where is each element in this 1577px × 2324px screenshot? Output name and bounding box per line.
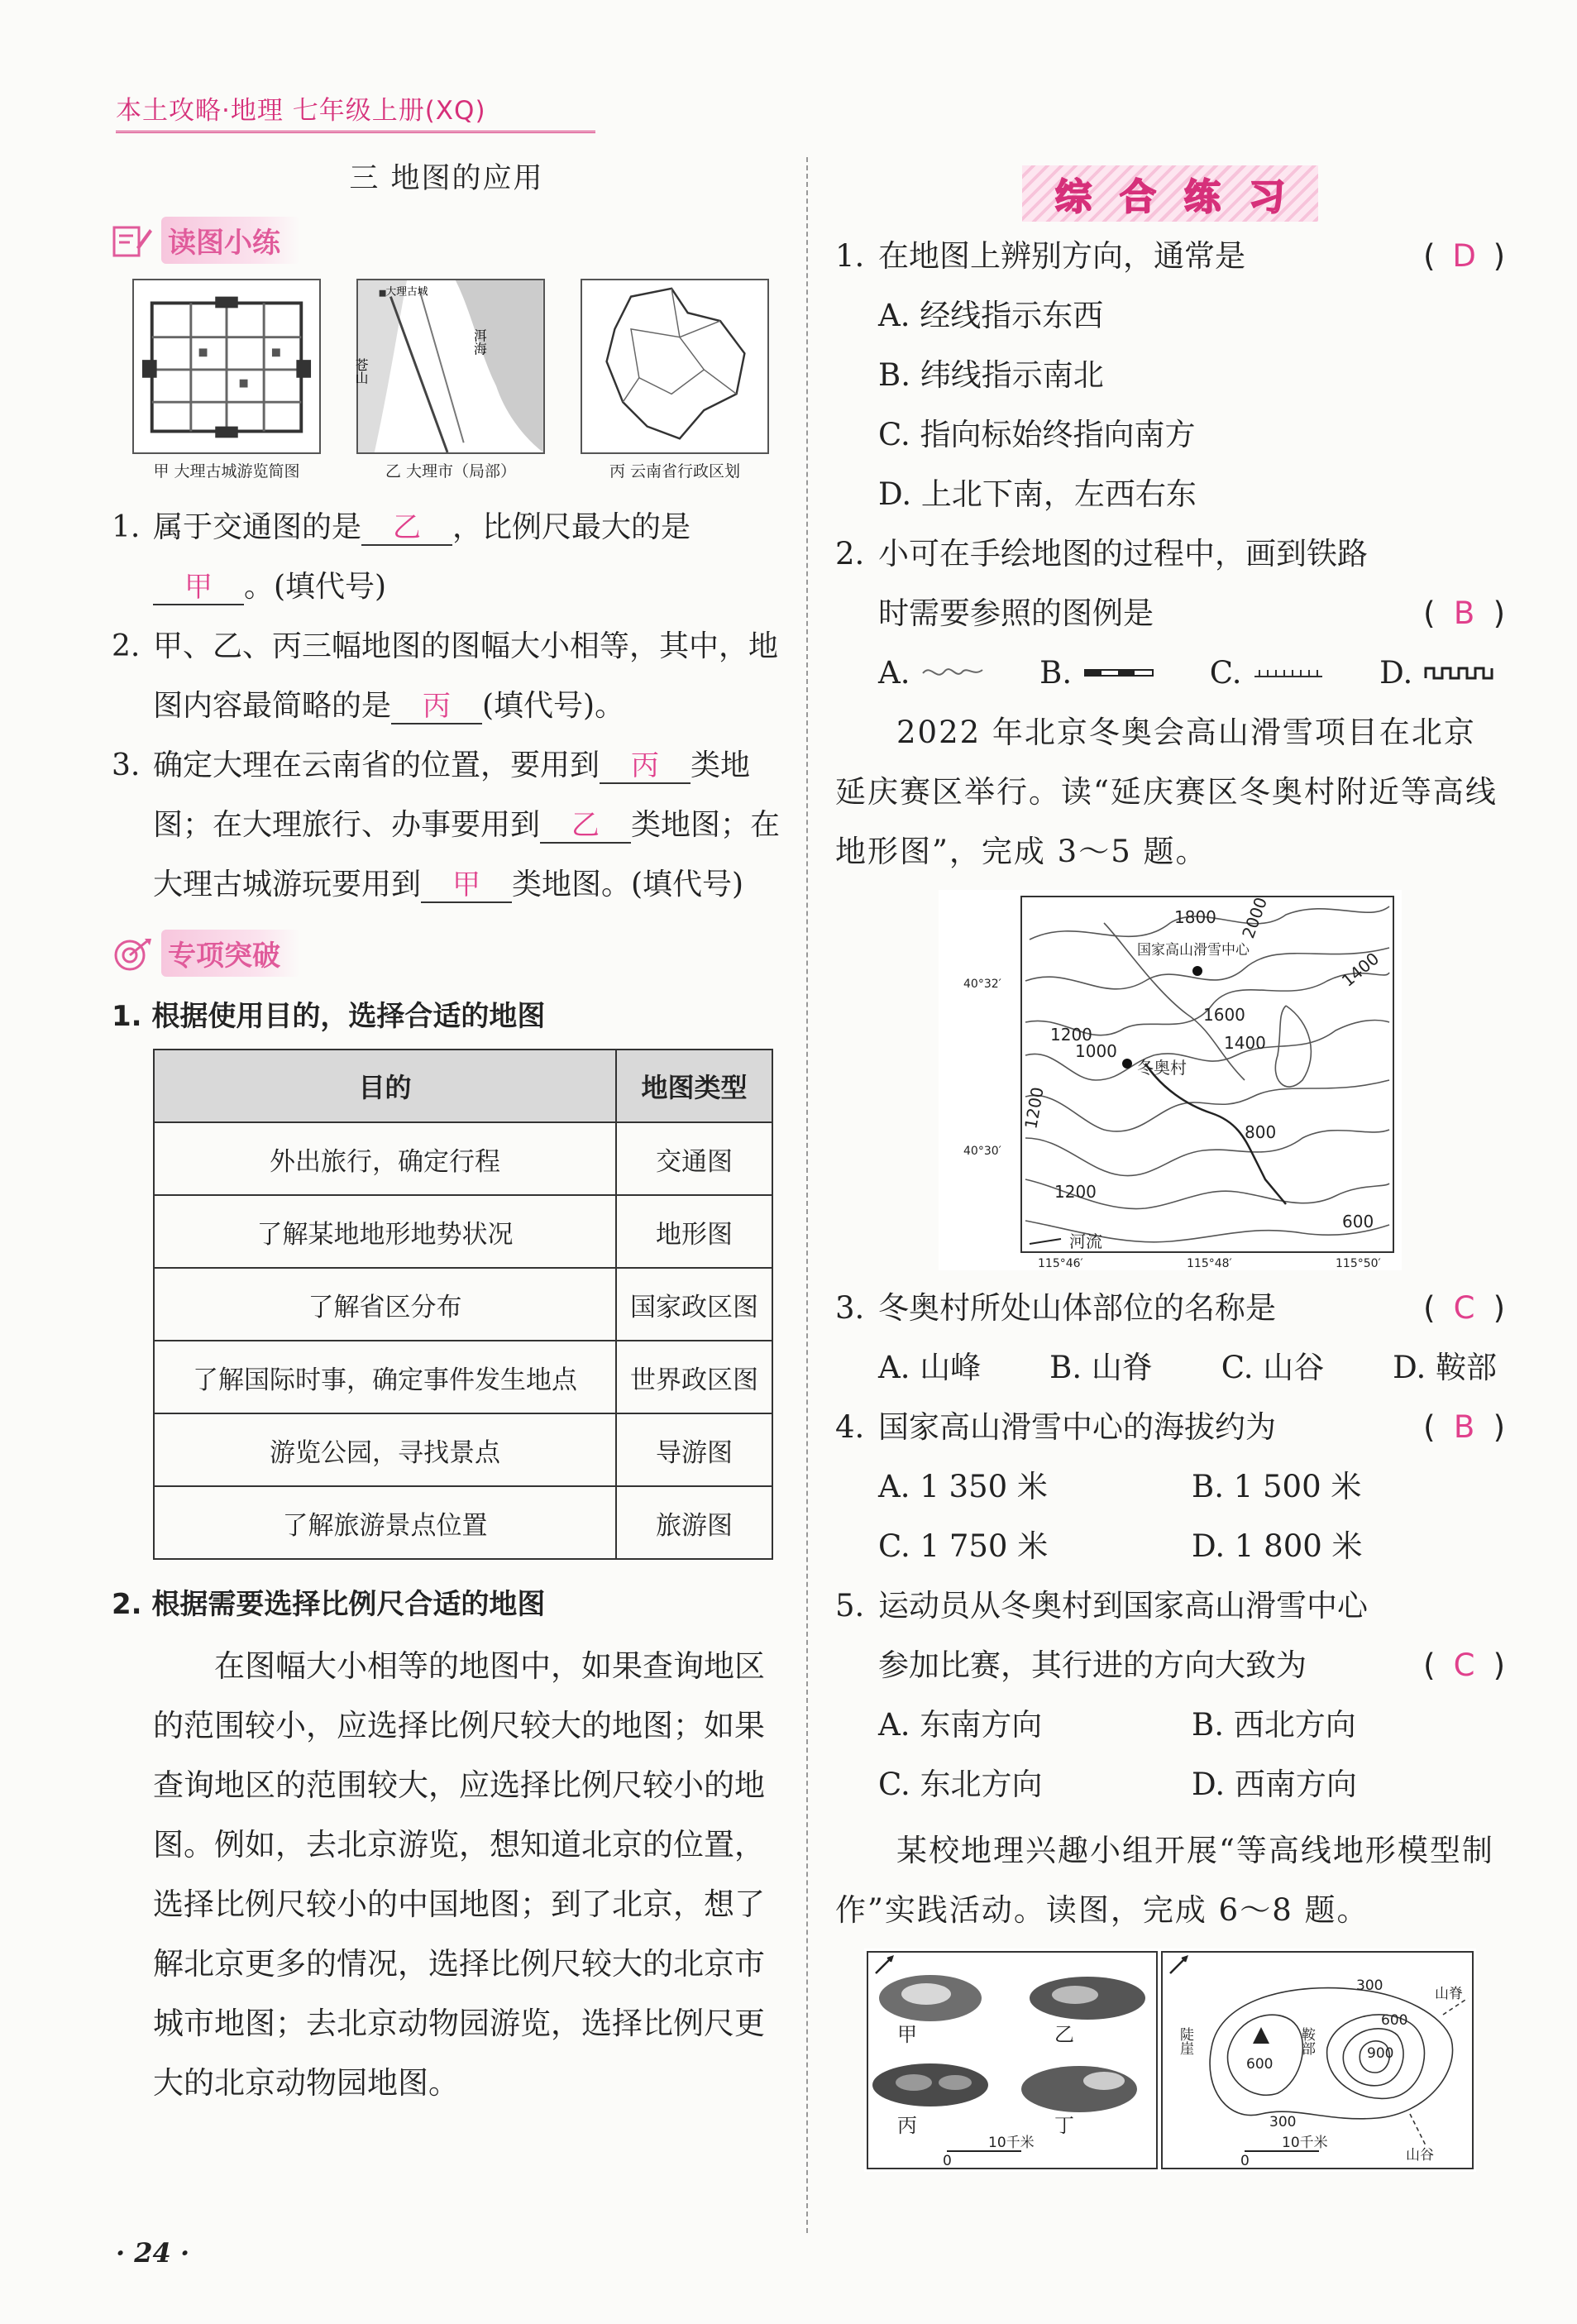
q5-options-row-2 xyxy=(835,1755,1505,1815)
question-number: 1. xyxy=(112,510,141,544)
scale-label: 10千米 xyxy=(988,2135,1035,2151)
subheading-1: 1. 根据使用目的，选择合适的地图 xyxy=(112,1000,546,1033)
question-text: 类地图；在大理古城游玩要用到 xyxy=(153,808,781,901)
map-caption: 甲 大理古城游览简图 xyxy=(153,462,300,481)
map-purpose-table xyxy=(153,1049,773,1560)
right-column xyxy=(835,149,1505,2180)
question-stem: 冬奥村所处山体部位的名称是 xyxy=(878,1290,1276,1326)
table-cell: 外出旅行，确定行程 xyxy=(154,1122,616,1195)
table-cell: 了解国际时事，确定事件发生地点 xyxy=(154,1341,616,1413)
option-b: B. 纬线指示南北 xyxy=(878,357,1104,393)
wall-legend-icon xyxy=(1422,662,1497,683)
read-map-label: 读图小练 xyxy=(161,217,300,264)
practice-banner xyxy=(835,165,1505,222)
scale-paragraph: 在图幅大小相等的地图中，如果查询地区的范围较小，应选择比例尺较大的地图；如果查询地区的范围较大，应选择比例尺较小的地图。例如，去北京游览，想知道北京的位置，选择比例尺较小的中国地图；到了北京，想了解北京更多的情况，选择比例尺较大的北京市城市地图；去北京动物园游览，选择比例尺更大的北京动物园地图。 xyxy=(153,1648,765,2101)
contour-label: 600 xyxy=(1342,1212,1374,1231)
table-cell: 世界政区图 xyxy=(616,1341,772,1413)
option-b: B. 西北方向 xyxy=(1192,1707,1356,1743)
practice-banner-text: 综合练习 xyxy=(1022,165,1318,222)
contour-map-figure xyxy=(939,890,1402,1270)
answer-blank[interactable]: 丙 xyxy=(600,749,691,784)
read-map-badge xyxy=(112,217,781,264)
question-number: 2. xyxy=(112,629,141,663)
map-caption: 乙 大理市（局部） xyxy=(385,462,517,481)
answer-blank[interactable]: 乙 xyxy=(361,511,452,546)
section-title: 三 地图的应用 xyxy=(349,162,544,195)
option-a xyxy=(878,643,986,703)
table-cell: 了解旅游景点位置 xyxy=(154,1486,616,1559)
subheading-2: 2. 根据需要选择比例尺合适的地图 xyxy=(112,1588,546,1621)
page-number: · 24 · xyxy=(116,2237,190,2269)
question-number: 3. xyxy=(835,1290,865,1326)
question-text: 甲、乙、丙三幅地图的图幅大小相等，其中，地图内容最简略的是 xyxy=(153,629,779,723)
label-cliff: 陡崖 xyxy=(1177,2027,1193,2055)
model-label: 丙 xyxy=(897,2114,917,2137)
option-letter: D. xyxy=(1379,655,1413,691)
option-c: C. 东北方向 xyxy=(878,1767,1043,1802)
railway-legend-icon xyxy=(1082,662,1156,683)
question-text: 属于交通图的是 xyxy=(153,510,362,544)
option-b: B. 山脊 xyxy=(1049,1350,1153,1385)
question-stem: 运动员从冬奥村到国家高山滑雪中心参加比赛，其行进的方向大致为 xyxy=(878,1588,1368,1683)
table-cell: 国家政区图 xyxy=(616,1268,772,1341)
terrain-model-figure xyxy=(864,1949,1476,2172)
map-figures xyxy=(132,279,769,481)
practice-question-5 xyxy=(835,1576,1505,1695)
practice-question-2 xyxy=(835,524,1505,643)
option-letter: B. xyxy=(1039,655,1073,691)
lon-label: 115°50′ xyxy=(1336,1257,1381,1270)
question-stem: 小可在手绘地图的过程中，画到铁路时需要参照的图例是 xyxy=(878,536,1368,631)
option-d: D. 上北下南，左西右东 xyxy=(878,476,1197,512)
model-label: 乙 xyxy=(1054,2023,1074,2046)
q4-options-row-2 xyxy=(835,1517,1505,1576)
header-rule xyxy=(116,131,595,133)
q3-options xyxy=(835,1338,1505,1398)
table-header-row xyxy=(154,1050,772,1122)
label-river: 河流 xyxy=(1069,1231,1102,1251)
option-c: C. 山谷 xyxy=(1221,1350,1325,1385)
contour-label: 1600 xyxy=(1203,1005,1245,1025)
contour-label: 900 xyxy=(1367,2045,1394,2062)
contour-label: 300 xyxy=(1269,2114,1297,2130)
option-letter: A. xyxy=(878,655,910,691)
table-cell: 交通图 xyxy=(616,1122,772,1195)
contour-label: 600 xyxy=(1246,2056,1274,2073)
label-ski-center: 国家高山滑雪中心 xyxy=(1137,942,1250,959)
map-caption: 丙 云南省行政区划 xyxy=(609,462,741,481)
pencil-icon xyxy=(112,222,153,259)
answer-blank[interactable]: 甲 xyxy=(153,571,244,605)
practice-question-3 xyxy=(835,1279,1505,1338)
scale-label: 0 xyxy=(943,2153,952,2169)
ancient-city-map xyxy=(132,279,321,454)
map-jia xyxy=(132,279,321,481)
answer-blank[interactable]: 丙 xyxy=(391,690,482,724)
practice-question-4 xyxy=(835,1398,1505,1457)
table-cell: 旅游图 xyxy=(616,1486,772,1559)
label-valley: 山谷 xyxy=(1406,2147,1434,2164)
comb-legend-icon xyxy=(1251,662,1326,683)
contour-label: 300 xyxy=(1356,1977,1383,1994)
answer-choice[interactable]: D xyxy=(1452,238,1476,274)
question-text: 确定大理在云南省的位置，要用到 xyxy=(153,748,600,782)
header-title: 本土攻略·地理 七年级上册(XQ) xyxy=(116,96,486,126)
lat-label: 40°30′ xyxy=(963,1145,1001,1158)
question-number: 3. xyxy=(112,748,141,782)
question-text: 类地图；在大理旅行、办事要用到 xyxy=(153,748,751,842)
option-d: D. 鞍部 xyxy=(1393,1350,1497,1385)
contour-label: 1200 xyxy=(1050,1025,1092,1045)
option-b xyxy=(1039,643,1156,703)
option-a: A. 山峰 xyxy=(878,1350,982,1385)
option-d: D. 1 800 米 xyxy=(1192,1528,1363,1564)
contour-label: 800 xyxy=(1245,1122,1277,1142)
label-saddle: 鞍部 xyxy=(1298,2027,1315,2055)
answer-choice[interactable]: C xyxy=(1453,1290,1475,1326)
option-a: A. 1 350 米 xyxy=(878,1469,1048,1504)
yunnan-province-map xyxy=(581,279,769,454)
answer-blank[interactable]: 甲 xyxy=(421,868,512,903)
label-ridge: 山脊 xyxy=(1435,1986,1463,2002)
intro-3-5: 2022 年北京冬奥会高山滑雪项目在北京延庆赛区举行。读“延庆赛区冬奥村附近等高线地形图”，完成 3～5 题。 xyxy=(835,715,1498,869)
question-stem: 在地图上辨别方向，通常是 xyxy=(878,238,1245,274)
contour-label: 2000 xyxy=(1238,894,1272,941)
table-cell: 导游图 xyxy=(616,1413,772,1486)
label-olympic-village: 冬奥村 xyxy=(1137,1058,1187,1078)
page-header xyxy=(116,89,587,139)
question-3 xyxy=(112,736,781,915)
option-b: B. 1 500 米 xyxy=(1192,1469,1362,1504)
question-number: 2. xyxy=(835,536,865,571)
option-c: C. 指向标始终指向南方 xyxy=(878,417,1196,452)
lat-label: 40°32′ xyxy=(963,978,1001,991)
map-bing xyxy=(581,279,769,481)
answer-parens: ( B ) xyxy=(1423,584,1505,643)
squiggle-legend-icon xyxy=(920,662,986,683)
label-dali-old-city: 大理古城 xyxy=(385,285,428,299)
table-cell: 了解省区分布 xyxy=(154,1268,616,1341)
table-row xyxy=(154,1122,772,1195)
option-a: A. 经线指示东西 xyxy=(878,298,1104,333)
answer-parens: ( D ) xyxy=(1423,227,1505,286)
option-a: A. 东南方向 xyxy=(878,1707,1043,1743)
contour-label: 600 xyxy=(1381,2012,1408,2029)
question-text: (填代号)。 xyxy=(482,689,625,723)
intro-6-8: 某校地理兴趣小组开展“等高线地形模型制作”实践活动。读图，完成 6～8 题。 xyxy=(835,1833,1494,1928)
question-number: 5. xyxy=(835,1588,865,1623)
left-column xyxy=(112,149,781,2113)
answer-parens: ( C ) xyxy=(1423,1279,1505,1338)
lon-label: 115°46′ xyxy=(1038,1257,1083,1270)
question-number: 1. xyxy=(835,238,865,274)
table-row xyxy=(154,1195,772,1268)
option-d xyxy=(1379,643,1497,703)
question-1 xyxy=(112,498,781,617)
table-row xyxy=(154,1413,772,1486)
option-d: D. 西南方向 xyxy=(1192,1767,1357,1802)
question-number: 4. xyxy=(835,1409,865,1445)
table-row xyxy=(154,1268,772,1341)
contour-label: 1400 xyxy=(1224,1033,1266,1053)
question-stem: 国家高山滑雪中心的海拔约为 xyxy=(878,1409,1276,1445)
legend-options xyxy=(835,643,1505,703)
contour-label: 1200 xyxy=(1020,1085,1048,1131)
lon-label: 115°48′ xyxy=(1187,1257,1232,1270)
table-row xyxy=(154,1486,772,1559)
label-erhai: 洱海 xyxy=(471,328,488,356)
q4-options-row-1 xyxy=(835,1457,1505,1517)
dali-city-map xyxy=(353,279,545,454)
table-cell: 地形图 xyxy=(616,1195,772,1268)
scale-label: 0 xyxy=(1240,2153,1250,2169)
question-2 xyxy=(112,617,781,736)
contour-label: 1200 xyxy=(1054,1182,1097,1202)
column-divider xyxy=(806,157,808,2233)
answer-blank[interactable]: 乙 xyxy=(540,809,631,844)
contour-label: 1000 xyxy=(1075,1041,1117,1061)
scale-label: 10千米 xyxy=(1282,2135,1328,2151)
label-cangshan: 苍山 xyxy=(353,358,370,385)
table-header: 地图类型 xyxy=(616,1050,772,1122)
answer-choice[interactable]: B xyxy=(1453,595,1475,631)
model-label: 甲 xyxy=(897,2023,917,2046)
question-text: 类地图。(填代号) xyxy=(512,868,744,901)
option-c: C. 1 750 米 xyxy=(878,1528,1049,1564)
model-label: 丁 xyxy=(1054,2114,1074,2137)
practice-question-1 xyxy=(835,227,1505,286)
q5-options-row-1 xyxy=(835,1695,1505,1755)
table-row xyxy=(154,1341,772,1413)
question-text: 。(填代号) xyxy=(244,570,387,604)
table-cell: 游览公园，寻找景点 xyxy=(154,1413,616,1486)
answer-parens: ( C ) xyxy=(1423,1636,1505,1695)
question-text: ，比例尺最大的是 xyxy=(452,510,691,544)
special-badge xyxy=(112,930,781,977)
option-letter: C. xyxy=(1209,655,1242,691)
contour-label: 1400 xyxy=(1337,948,1383,991)
table-header: 目的 xyxy=(154,1050,616,1122)
option-c xyxy=(1210,643,1326,703)
answer-parens: ( B ) xyxy=(1423,1398,1505,1457)
table-cell: 了解某地地形地势状况 xyxy=(154,1195,616,1268)
answer-choice[interactable]: B xyxy=(1453,1409,1475,1445)
answer-choice[interactable]: C xyxy=(1453,1647,1475,1683)
map-yi xyxy=(353,279,545,481)
target-icon xyxy=(112,935,153,972)
contour-label: 1800 xyxy=(1174,907,1216,927)
special-label: 专项突破 xyxy=(161,930,300,977)
